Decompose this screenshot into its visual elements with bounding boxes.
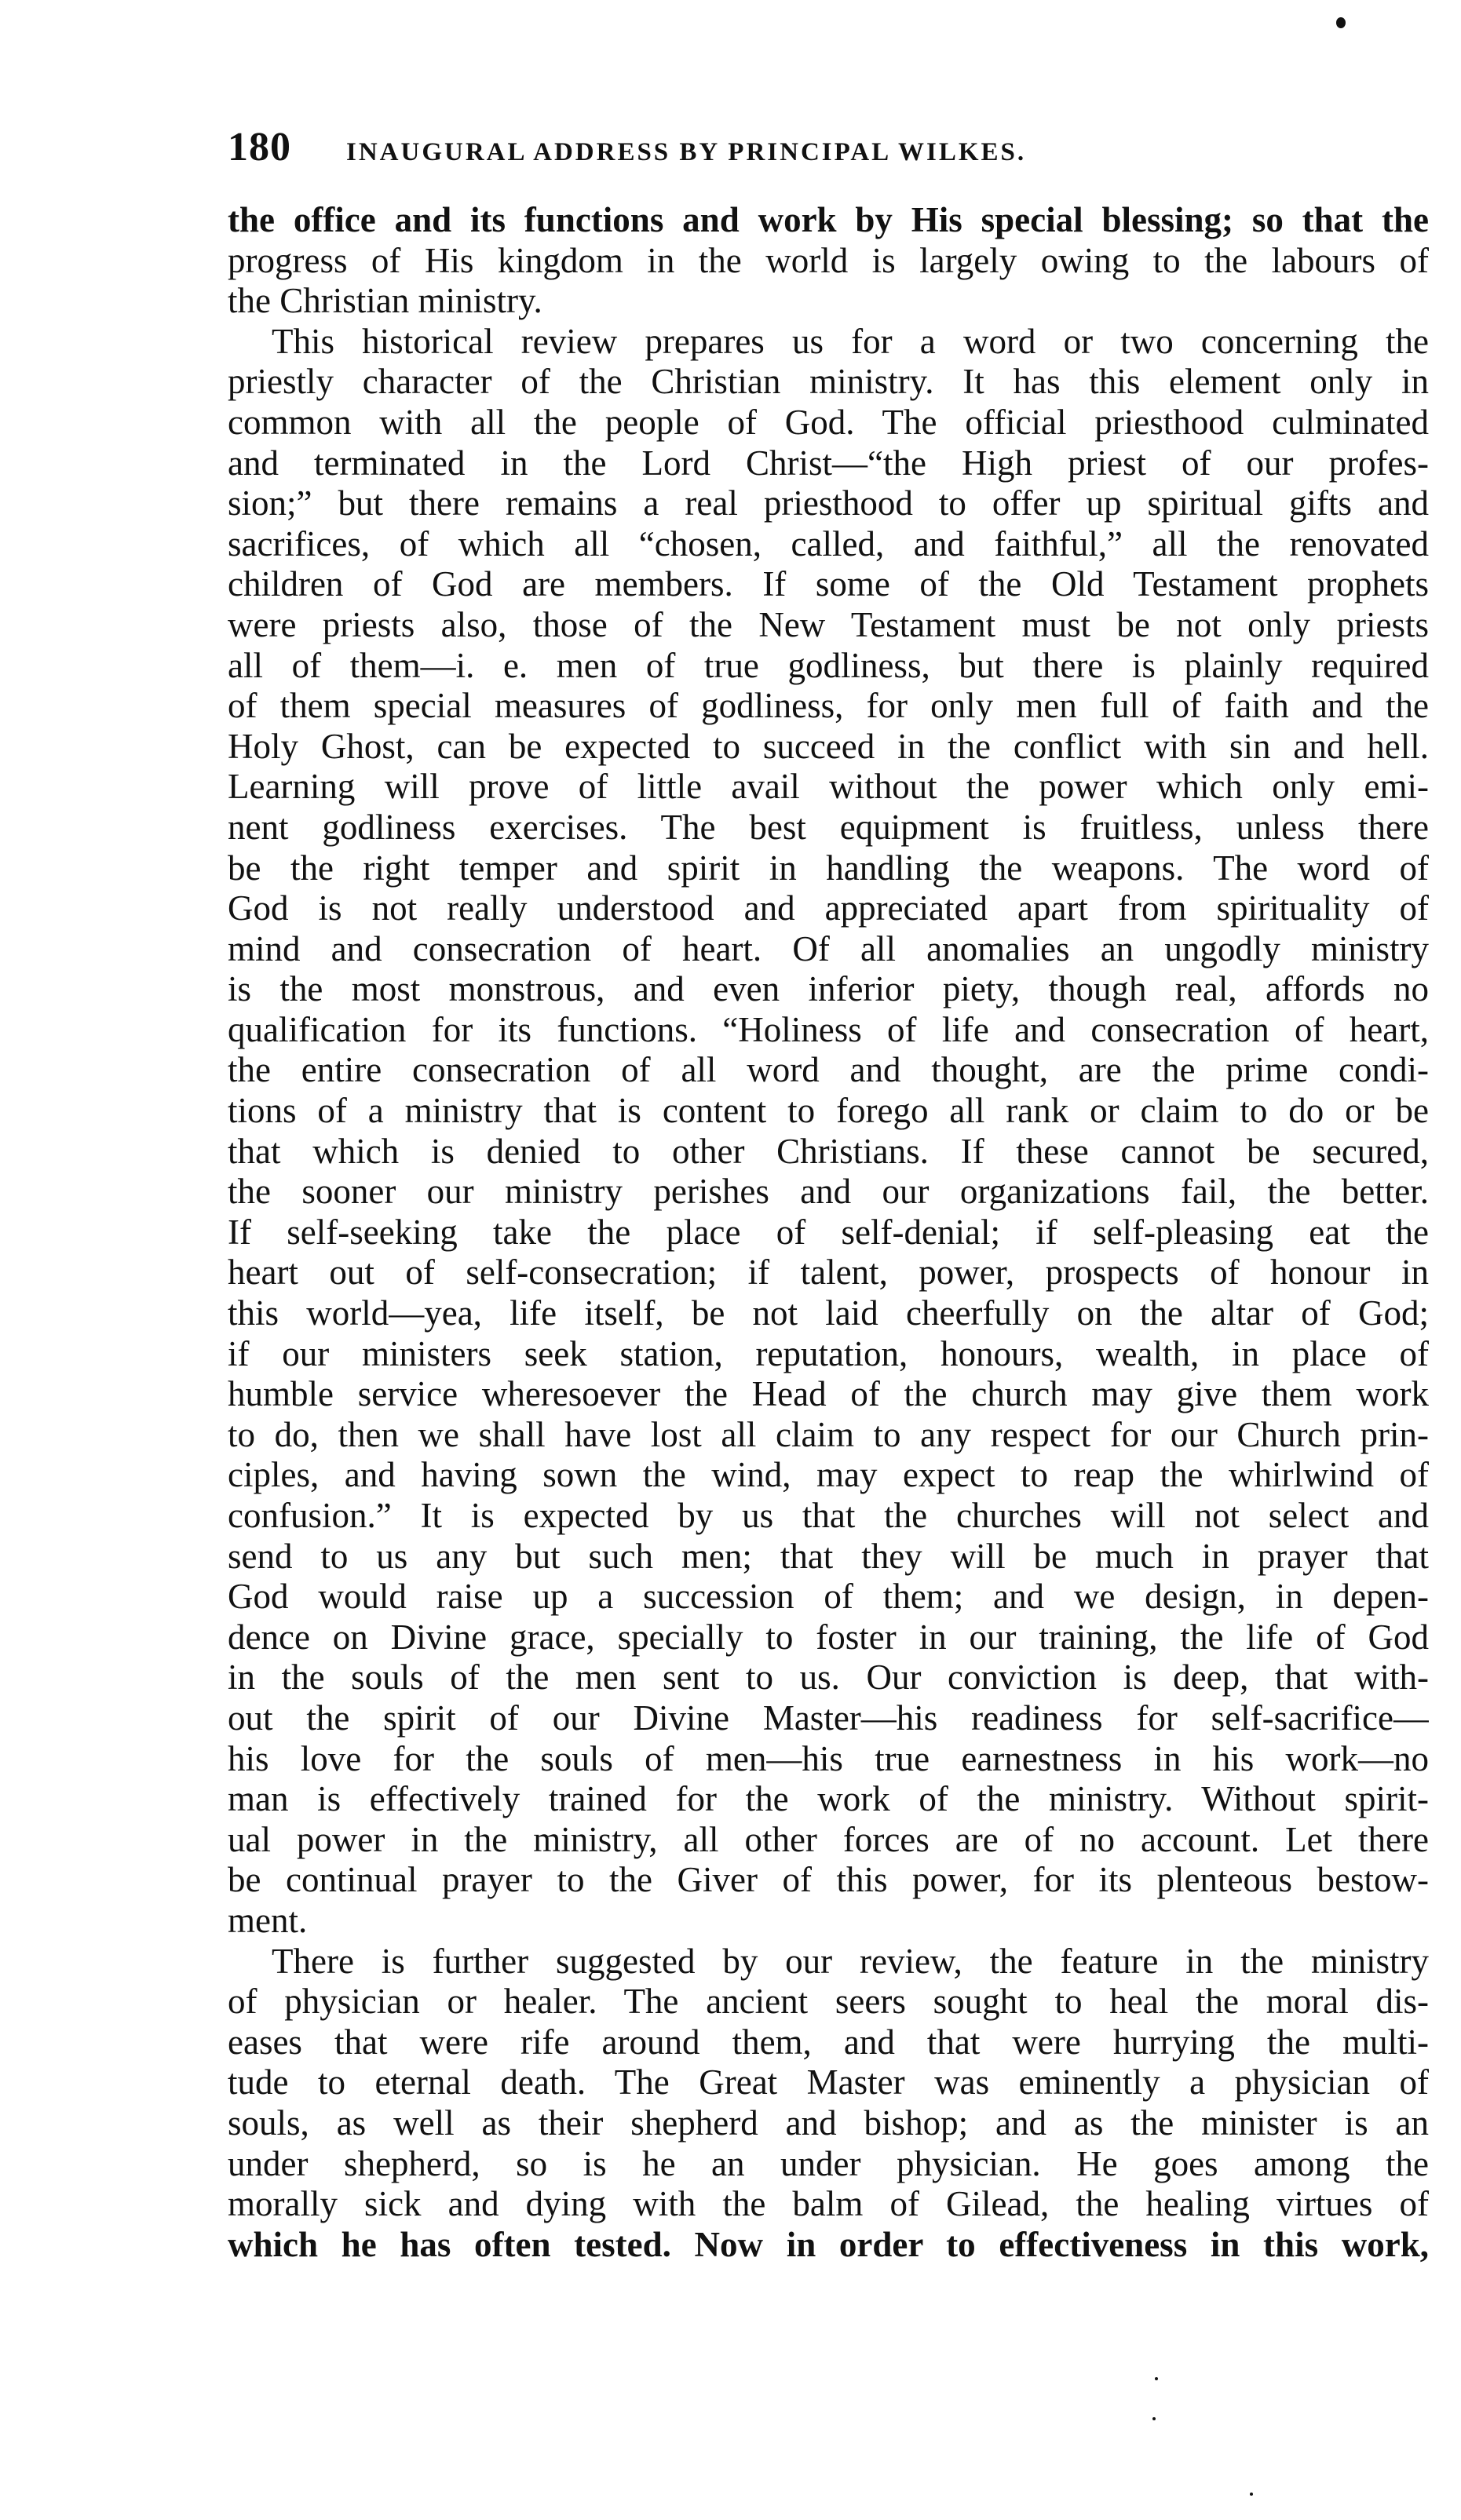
- text-line: ciples, and having sown the wind, may expect to reap the whirlwind of: [228, 1455, 1429, 1495]
- text-line: morally sick and dying with the balm of Gilead, the healing virtues of: [228, 2184, 1429, 2224]
- text-line: be the right temper and spirit in handling the weapons. The word of: [228, 848, 1429, 888]
- text-line: the Christian ministry.: [228, 281, 542, 321]
- text-line: sacrifices, of which all “chosen, called, and faithful,” all the renovated: [228, 523, 1429, 563]
- text-line: that which is denied to other Christians. If these cannot be secured,: [228, 1131, 1429, 1171]
- text-line: children of God are members. If some of the Old Testament prophets: [228, 564, 1429, 604]
- text-line: God is not really understood and appreciated apart from spirituality of: [228, 888, 1429, 928]
- text-line: eases that were rife around them, and that were hurrying the multi-: [228, 2022, 1429, 2062]
- text-line: were priests also, those of the New Testament must be not only priests: [228, 604, 1429, 644]
- text-line: nent godliness exercises. The best equipment is fruitless, unless there: [228, 807, 1429, 847]
- text-line: tude to eternal death. The Great Master was eminently a physician of: [228, 2062, 1429, 2102]
- text-line: this world—yea, life itself, be not laid cheerfully on the altar of God;: [228, 1293, 1429, 1333]
- ink-speck: [1250, 2493, 1253, 2496]
- text-line: to do, then we shall have lost all claim to any respect for our Church prin-: [228, 1414, 1429, 1454]
- text-line: in the souls of the men sent to us. Our conviction is deep, that with-: [228, 1658, 1429, 1698]
- text-line: priestly character of the Christian ministry. It has this element only in: [228, 362, 1429, 402]
- text-line: man is effectively trained for the work of the ministry. Without spirit-: [228, 1779, 1429, 1819]
- text-line: be continual prayer to the Giver of this power, for its plenteous bestow-: [228, 1860, 1429, 1900]
- text-line: confusion.” It is expected by us that the churches will not select and: [228, 1496, 1429, 1535]
- text-line: of physician or healer. The ancient seers sought to heal the moral dis-: [228, 1982, 1429, 2022]
- text-line: dence on Divine grace, specially to foster in our training, the life of God: [228, 1617, 1429, 1657]
- text-line: the sooner our ministry perishes and our organizations fail, the better.: [228, 1172, 1429, 1212]
- text-line: God would raise up a succession of them; and we design, in depen-: [228, 1577, 1429, 1617]
- text-line: under shepherd, so is he an under physician. He goes among the: [228, 2143, 1429, 2183]
- text-line: ment.: [228, 1900, 308, 1940]
- text-line: if our ministers seek station, reputation, honours, wealth, in place of: [228, 1333, 1429, 1373]
- text-line: all of them—i. e. men of true godliness, but there is plainly required: [228, 645, 1429, 685]
- text-line: the office and its functions and work by His special blessing; so that the: [228, 200, 1429, 239]
- page-number: 180: [228, 125, 291, 170]
- running-head: INAUGURAL ADDRESS BY PRINCIPAL WILKES.: [346, 138, 1027, 166]
- text-line: out the spirit of our Divine Master—his readiness for self-sacrifice—: [228, 1698, 1429, 1738]
- text-line: There is further suggested by our review, the feature in the ministry: [272, 1941, 1429, 1981]
- page-header: [228, 124, 1421, 179]
- text-line: common with all the people of God. The official priesthood culminated: [228, 402, 1429, 442]
- ink-speck: [1336, 17, 1346, 28]
- text-line: which he has often tested. Now in order to effectiveness in this work,: [228, 2224, 1429, 2264]
- body-text: [228, 200, 1429, 2265]
- text-line: Holy Ghost, can be expected to succeed in the conflict with sin and hell.: [228, 726, 1429, 766]
- ink-speck: [1152, 2417, 1156, 2420]
- text-line: the entire consecration of all word and thought, are the prime condi-: [228, 1050, 1429, 1090]
- text-line: of them special measures of godliness, for only men full of faith and the: [228, 686, 1429, 726]
- text-line: sion;” but there remains a real priesthood to offer up spiritual gifts and: [228, 483, 1429, 523]
- text-line: If self-seeking take the place of self-denial; if self-pleasing eat the: [228, 1212, 1429, 1252]
- text-line: his love for the souls of men—his true earnestness in his work—no: [228, 1738, 1429, 1778]
- text-line: humble service wheresoever the Head of the church may give them work: [228, 1374, 1429, 1414]
- text-line: tions of a ministry that is content to forego all rank or claim to do or be: [228, 1091, 1429, 1131]
- text-line: souls, as well as their shepherd and bishop; and as the minister is an: [228, 2102, 1429, 2143]
- text-line: qualification for its functions. “Holiness of life and consecration of heart,: [228, 1009, 1429, 1049]
- ink-speck: [1155, 2377, 1158, 2380]
- text-line: mind and consecration of heart. Of all anomalies an ungodly ministry: [228, 928, 1429, 968]
- text-line: Learning will prove of little avail without the power which only emi-: [228, 767, 1429, 807]
- text-line: is the most monstrous, and even inferior piety, though real, affords no: [228, 969, 1429, 1009]
- text-line: This historical review prepares us for a word or two concerning the: [272, 321, 1429, 361]
- text-line: send to us any but such men; that they will be much in prayer that: [228, 1536, 1429, 1576]
- text-line: heart out of self-consecration; if talent, power, prospects of honour in: [228, 1253, 1429, 1293]
- text-line: ual power in the ministry, all other forces are of no account. Let there: [228, 1819, 1429, 1859]
- text-line: and terminated in the Lord Christ—“the High priest of our profes-: [228, 443, 1429, 483]
- text-line: progress of His kingdom in the world is largely owing to the labours of: [228, 240, 1429, 280]
